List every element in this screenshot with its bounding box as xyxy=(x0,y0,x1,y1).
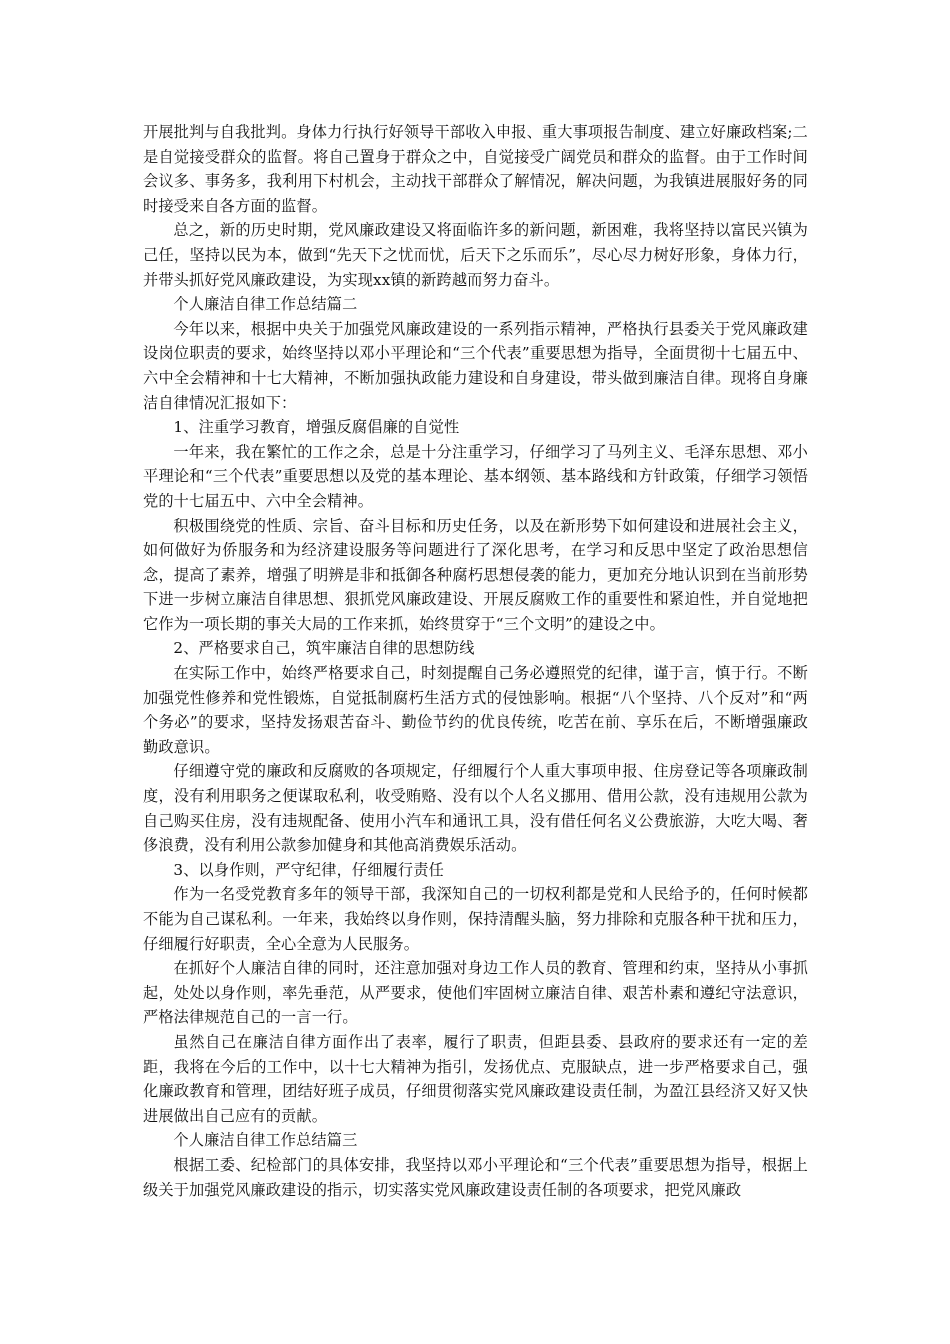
paragraph: 总之，新的历史时期，党风廉政建设又将面临许多的新问题，新困难，我将坚持以富民兴镇为己任，坚持以民为本，做到“先天下之忧而忧，后天下之乐而乐”，尽心尽力树好形象，身体力行，并带头抓好党风廉政建设，为实现xx镇的新跨越而努力奋斗。 xyxy=(143,221,808,289)
section-title: 个人廉洁自律工作总结篇二 xyxy=(173,295,358,314)
paragraph: 开展批判与自我批判。身体力行执行好领导干部收入申报、重大事项报告制度、建立好廉政档案;二是自觉接受群众的监督。将自己置身于群众之中，自觉接受广阔党员和群众的监督。由于工作时间会议多、事务多，我利用下村机会，主动找干部群众了解情况，解决问题，为我镇进展服好务的同时接受来自各方面的监督。 xyxy=(143,123,808,215)
subsection-title: 2、严格要求自己，筑牢廉洁自律的思想防线 xyxy=(173,639,475,658)
paragraph: 仔细遵守党的廉政和反腐败的各项规定，仔细履行个人重大事项申报、住房登记等各项廉政制度，没有利用职务之便谋取私利，收受贿赂、没有以个人名义挪用、借用公款，没有违规用公款为自己购买住房，没有违规配备、使用小汽车和通讯工具，没有借任何名义公费旅游，大吃大喝、奢侈浪费，没有利用公款参加健身和其他高消费娱乐活动。 xyxy=(143,762,808,855)
paragraph: 虽然自己在廉洁自律方面作出了表率，履行了职责，但距县委、县政府的要求还有一定的差距，我将在今后的工作中，以十七大精神为指引，发扬优点、克服缺点，进一步严格要求自己，强化廉政教育和管理，团结好班子成员，仔细贯彻落实党风廉政建设责任制，为盈江县经济又好又快进展做出自己应有的贡献。 xyxy=(143,1032,808,1125)
paragraph: 根据工委、纪检部门的具体安排，我坚持以邓小平理论和“三个代表”重要思想为指导，根据上级关于加强党风廉政建设的指示，切实落实党风廉政建设责任制的各项要求，把党风廉政 xyxy=(143,1155,808,1199)
paragraph: 积极围绕党的性质、宗旨、奋斗目标和历史任务，以及在新形势下如何建设和进展社会主义，如何做好为侨服务和为经济建设服务等问题进行了深化思考，在学习和反思中坚定了政治思想信念，提高了素养，增强了明辨是非和抵御各种腐朽思想侵袭的能力，更加充分地认识到在当前形势下进一步树立廉洁自律思想、狠抓党风廉政建设、开展反腐败工作的重要性和紧迫性，并自觉地把它作为一项长期的事关大局的工作来抓，始终贯穿于“三个文明”的建设之中。 xyxy=(143,516,808,633)
paragraph: 在实际工作中，始终严格要求自己，时刻提醒自己务必遵照党的纪律，谨于言，慎于行。不断加强党性修养和党性锻炼，自觉抵制腐朽生活方式的侵蚀影响。根据“八个坚持、八个反对”和“两个务必”的要求，坚持发扬艰苦奋斗、勤俭节约的优良传统，吃苦在前、享乐在后，不断增强廉政勤政意识。 xyxy=(143,664,808,756)
paragraph: 作为一名受党教育多年的领导干部，我深知自己的一切权利都是党和人民给予的，任何时候都不能为自己谋私利。一年来，我始终以身作则，保持清醒头脑，努力排除和克服各种干扰和压力，仔细履行好职责，全心全意为人民服务。 xyxy=(143,885,808,953)
subsection-title: 1、注重学习教育，增强反腐倡廉的自觉性 xyxy=(173,418,460,437)
paragraph: 在抓好个人廉洁自律的同时，还注意加强对身边工作人员的教育、管理和约束，坚持从小事抓起，处处以身作则，率先垂范，从严要求，使他们牢固树立廉洁自律、艰苦朴素和遵纪守法意识，严格法律规范自己的一言一行。 xyxy=(143,959,808,1027)
section-title: 个人廉洁自律工作总结篇三 xyxy=(173,1131,358,1150)
subsection-title: 3、以身作则，严守纪律，仔细履行责任 xyxy=(173,860,444,879)
paragraph: 今年以来，根据中央关于加强党风廉政建设的一系列指示精神，严格执行县委关于党风廉政建设岗位职责的要求，始终坚持以邓小平理论和“三个代表”重要思想为指导，全面贯彻十七届五中、六中全会精神和十七大精神，不断加强执政能力建设和自身建设，带头做到廉洁自律。现将自身廉洁自律情况汇报如下： xyxy=(143,319,808,412)
document-body xyxy=(143,120,808,1202)
paragraph: 一年来，我在繁忙的工作之余，总是十分注重学习，仔细学习了马列主义、毛泽东思想、邓小平理论和“三个代表”重要思想以及党的基本理论、基本纲领、基本路线和方针政策，仔细学习领悟党的十七届五中、六中全会精神。 xyxy=(143,442,808,510)
